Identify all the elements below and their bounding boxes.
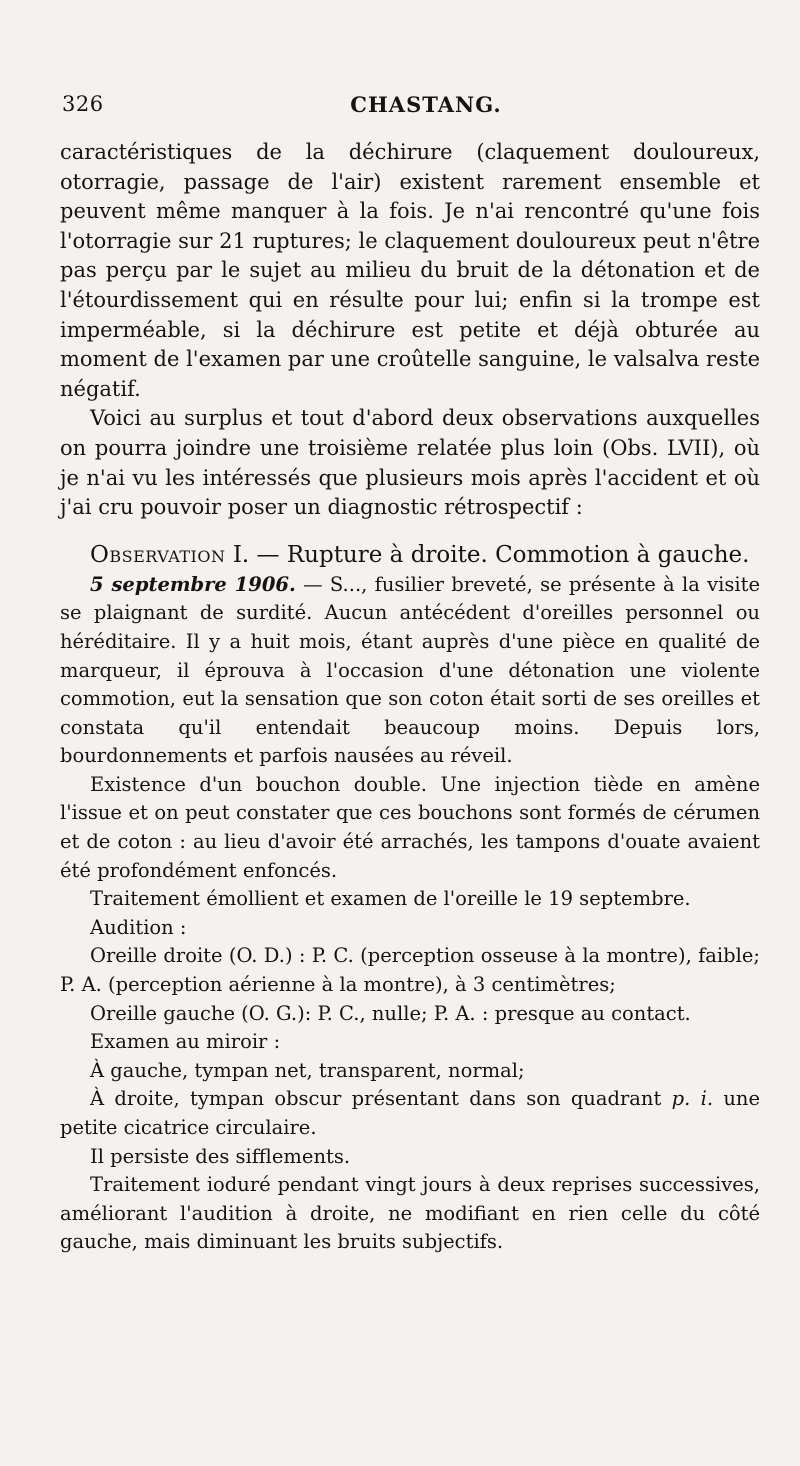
paragraph-droite [60, 1085, 760, 1142]
paragraph-examen-heading: Examen au miroir : [90, 1030, 281, 1054]
droite-text-b: une petite cicatrice circulaire. [60, 1087, 760, 1139]
droite-text-a: À droite, tympan obscur présentant dans son quadrant [90, 1087, 672, 1111]
page-number: 326 [62, 92, 104, 116]
paragraph-oreille-droite: Oreille droite (O. D.) : P. C. (perception osseuse à la montre), faible; P. A. (perception aérienne à la montre), à 3 centimètres; [60, 944, 760, 997]
running-head: CHASTANG. [350, 92, 502, 117]
paragraph-bouchon: Existence d'un bouchon double. Une injection tiède en amène l'issue et on peut constater que ces bouchons sont formés de cérumen et de coton : au lieu d'avoir été arrachés, les tampons d'ouate avaient été profondément enfoncés. [60, 772, 760, 882]
paragraph-audition-heading: Audition : [90, 915, 187, 939]
paragraph-continuation: caractéristiques de la déchirure (claquement douloureux, otorragie, passage de l'air) existent rarement ensemble et peuvent même manquer à la fois. Je n'ai rencontré qu'une fois l'otorragie sur 21 ruptures; le claquement douloureux peut n'être pas perçu par le sujet au milieu du bruit de la détonation et de l'étourdissement qui en résulte pour lui; enfin si la trompe est imperméable, si la déchirure est petite et déjà obturée au moment de l'examen par une croûtelle sanguine, le valsalva reste négatif. [60, 140, 761, 401]
observation-title [60, 539, 760, 571]
observation-case-history [60, 571, 760, 771]
spacer [60, 523, 760, 539]
paragraph-oreille-gauche: Oreille gauche (O. G.): P. C., nulle; P. A. : presque au contact. [90, 1001, 691, 1025]
quadrant-abbrev: p. i. [671, 1087, 714, 1111]
paragraph-intro-observations: Voici au surplus et tout d'abord deux observations auxquelles on pourra joindre une troisième relatée plus loin (Obs. LVII), où je n'ai vu les intéressés que plusieurs mois après l'accident et où j'ai cru pouvoir poser un diagnostic rétrospectif : [60, 406, 760, 520]
paragraph-sifflements: Il persiste des sifflements. [90, 1144, 351, 1168]
paragraph-iodure: Traitement ioduré pendant vingt jours à deux reprises successives, améliorant l'audition à droite, ne modifiant en rien celle du côté gauche, mais diminuant les bruits subjectifs. [60, 1173, 760, 1254]
observation-number: I. [232, 541, 250, 568]
observation-title-text: — Rupture à droite. Commotion à gauche. [249, 541, 750, 568]
paragraph-traitement: Traitement émollient et examen de l'oreille le 19 septembre. [90, 887, 691, 911]
page-body [60, 138, 760, 1257]
observation-date: 5 septembre 1906. [90, 572, 296, 596]
page-header [62, 92, 760, 122]
paragraph-gauche: À gauche, tympan net, transparent, normal; [90, 1058, 525, 1082]
observation-label: Observation [90, 541, 226, 568]
observation-case-text: — S..., fusilier breveté, se présente à la visite se plaignant de surdité. Aucun antécédent d'oreilles personnel ou héréditaire. Il y a huit mois, étant auprès d'une pièce en qualité de marqueur, il éprouva à l'occasion d'une détonation une violente commotion, eut la sensation que son coton était sorti de ses oreilles et constata qu'il entendait beaucoup moins. Depuis lors, bourdonnements et parfois nausées au réveil. [60, 572, 760, 768]
